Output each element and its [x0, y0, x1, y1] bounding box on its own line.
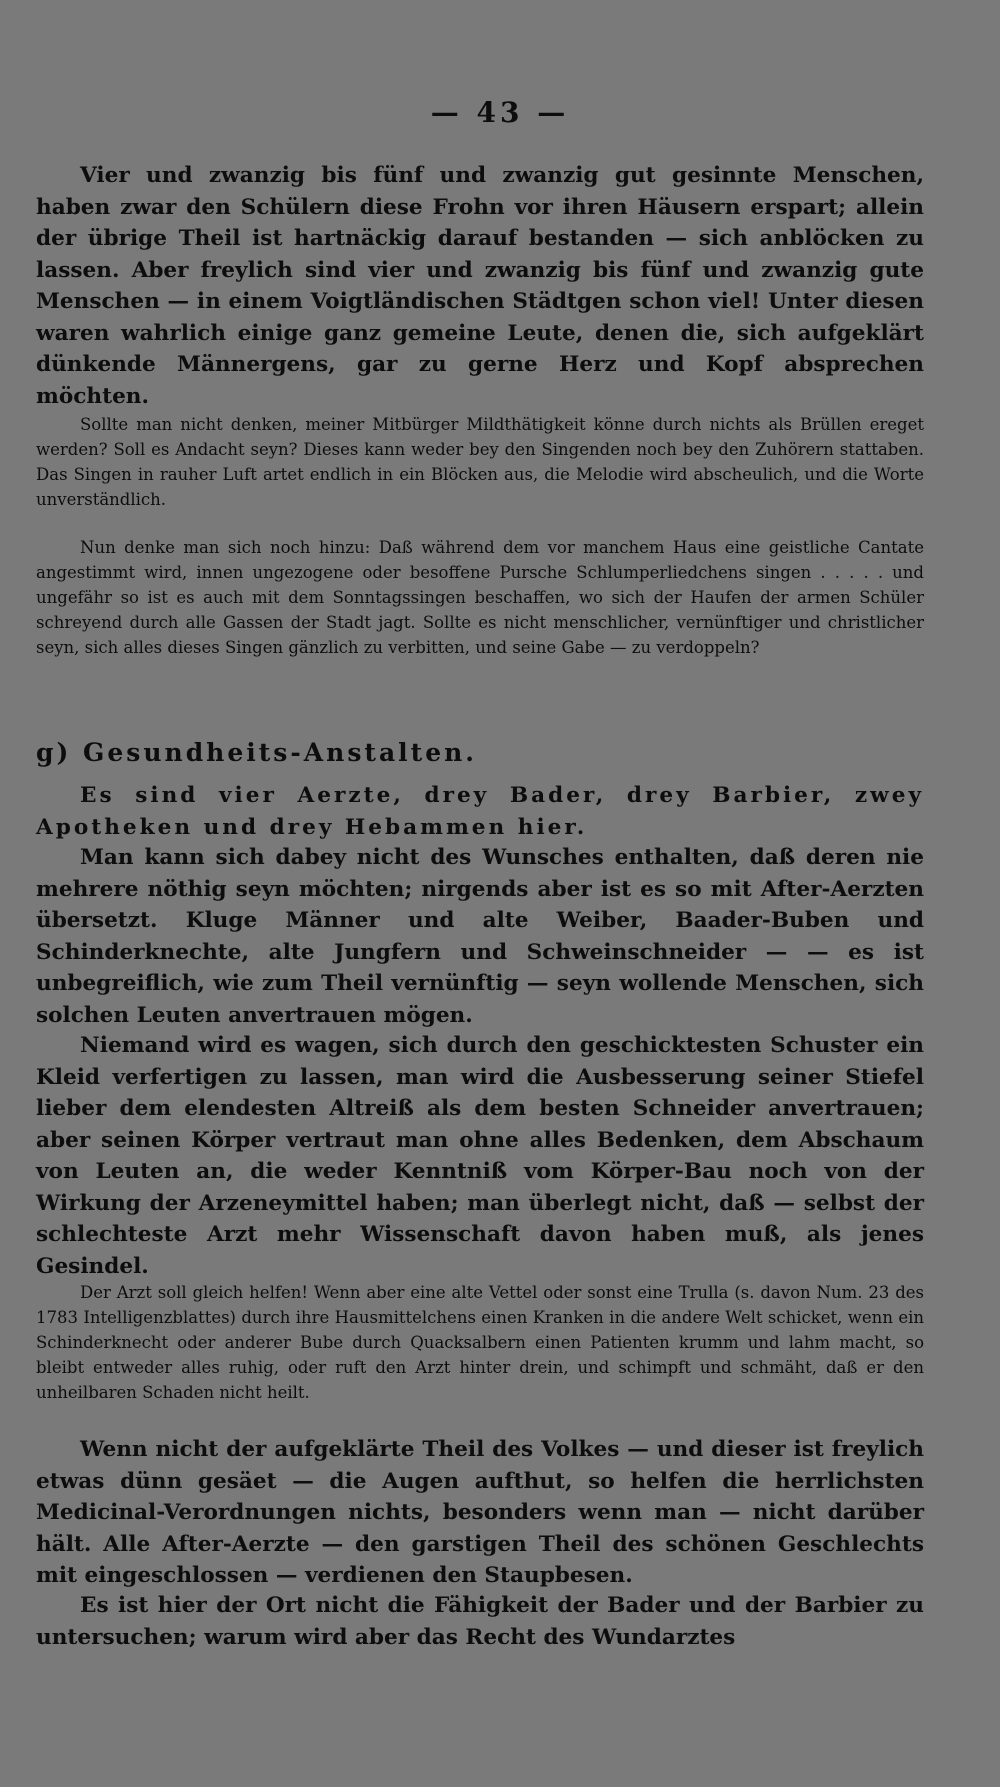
paragraph-5-container: [36, 842, 924, 1031]
paragraph-9: Es ist hier der Ort nicht die Fähigkeit der Bader und der Barbier zu untersuchen; warum wird aber das Recht des Wundarztes: [36, 1593, 924, 1650]
paragraph-3: Nun denke man sich noch hinzu: Daß während dem vor manchem Haus eine geistliche Cantate angestimmt wird, innen ungezogene oder besoffene Pursche Schlumperliedchens singen . . . . . und ungefähr so ist es auch mit dem Sonntagssingen beschaffen, wo sich der Haufen der armen Schüler schreyend durch alle Gassen der Stadt jagt. Sollte es nicht menschlicher, vernünftiger und christlicher seyn, sich alles dieses Singen gänzlich zu verbitten, und seine Gabe — zu verdoppeln?: [36, 538, 924, 657]
section-heading-container: [36, 738, 924, 767]
paragraph-7-container: [36, 1280, 924, 1405]
paragraph-7: Der Arzt soll gleich helfen! Wenn aber eine alte Vettel oder sonst eine Trulla (s. davon Num. 23 des 1783 Intelligenzblattes) durch ihre Hausmittelchens einen Kranken in die andere Welt schicket, wenn ein Schinderknecht oder anderer Bube durch Quacksalbern einen Patienten krumm und lahm macht, so bleibt entweder alles ruhig, oder ruft den Arzt hinter drein, und schimpft und schmäht, daß er den unheilbaren Schaden nicht heilt.: [36, 1283, 924, 1402]
paragraph-9-container: [36, 1590, 924, 1653]
paragraph-6-container: [36, 1030, 924, 1282]
paragraph-1: Vier und zwanzig bis fünf und zwanzig gut gesinnte Menschen, haben zwar den Schülern diese Frohn vor ihren Häusern erspart; allein der übrige Theil ist hartnäckig darauf bestanden — sich anblöcken zu lassen. Aber freylich sind vier und zwanzig bis fünf und zwanzig gute Menschen — in einem Voigtländischen Städtgen schon viel! Unter diesen waren wahrlich einige ganz gemeine Leute, denen die, sich aufgeklärt dünkende Männergens, gar zu gerne Herz und Kopf absprechen möchten.: [36, 163, 924, 409]
paragraph-3-container: [36, 535, 924, 660]
page-number: — 43 —: [430, 96, 570, 129]
paragraph-4-container: [36, 780, 924, 843]
paragraph-8-container: [36, 1434, 924, 1592]
paragraph-1-container: [36, 160, 924, 412]
paragraph-2-container: [36, 412, 924, 512]
paragraph-8: Wenn nicht der aufgeklärte Theil des Volkes — und dieser ist freylich etwas dünn gesäet — die Augen aufthut, so helfen die herrlichsten Medicinal-Verordnungen nichts, besonders wenn man — nicht darüber hält. Alle After-Aerzte — den garstigen Theil des schönen Geschlechts mit eingeschlossen — verdienen den Staupbesen.: [36, 1437, 924, 1588]
paragraph-5: Man kann sich dabey nicht des Wunsches enthalten, daß deren nie mehrere nöthig seyn möchten; nirgends aber ist es so mit After-Aerzten übersetzt. Kluge Männer und alte Weiber, Baader-Buben und Schinderknechte, alte Jungfern und Schweinschneider — — es ist unbegreiflich, wie zum Theil vernünftig — seyn wollende Menschen, sich solchen Leuten anvertrauen mögen.: [36, 845, 924, 1028]
section-heading: g) Gesundheits-Anstalten.: [36, 738, 477, 767]
paragraph-4: Es sind vier Aerzte, drey Bader, drey Barbier, zwey Apotheken und drey Hebammen hier.: [36, 783, 924, 840]
paragraph-2: Sollte man nicht denken, meiner Mitbürger Mildthätigkeit könne durch nichts als Brüllen ereget werden? Soll es Andacht seyn? Dieses kann weder bey den Singenden noch bey den Zuhörern stattaben. Das Singen in rauher Luft artet endlich in ein Blöcken aus, die Melodie wird abscheulich, und die Worte unverständlich.: [36, 415, 924, 509]
paragraph-6: Niemand wird es wagen, sich durch den geschicktesten Schuster ein Kleid verfertigen zu lassen, man wird die Ausbesserung seiner Stiefel lieber dem elendesten Altreiß als dem besten Schneider anvertrauen; aber seinen Körper vertraut man ohne alles Bedenken, dem Abschaum von Leuten an, die weder Kenntniß vom Körper-Bau noch von der Wirkung der Arzeneymittel haben; man überlegt nicht, daß — selbst der schlechteste Arzt mehr Wissenschaft davon haben muß, als jenes Gesindel.: [36, 1033, 924, 1279]
